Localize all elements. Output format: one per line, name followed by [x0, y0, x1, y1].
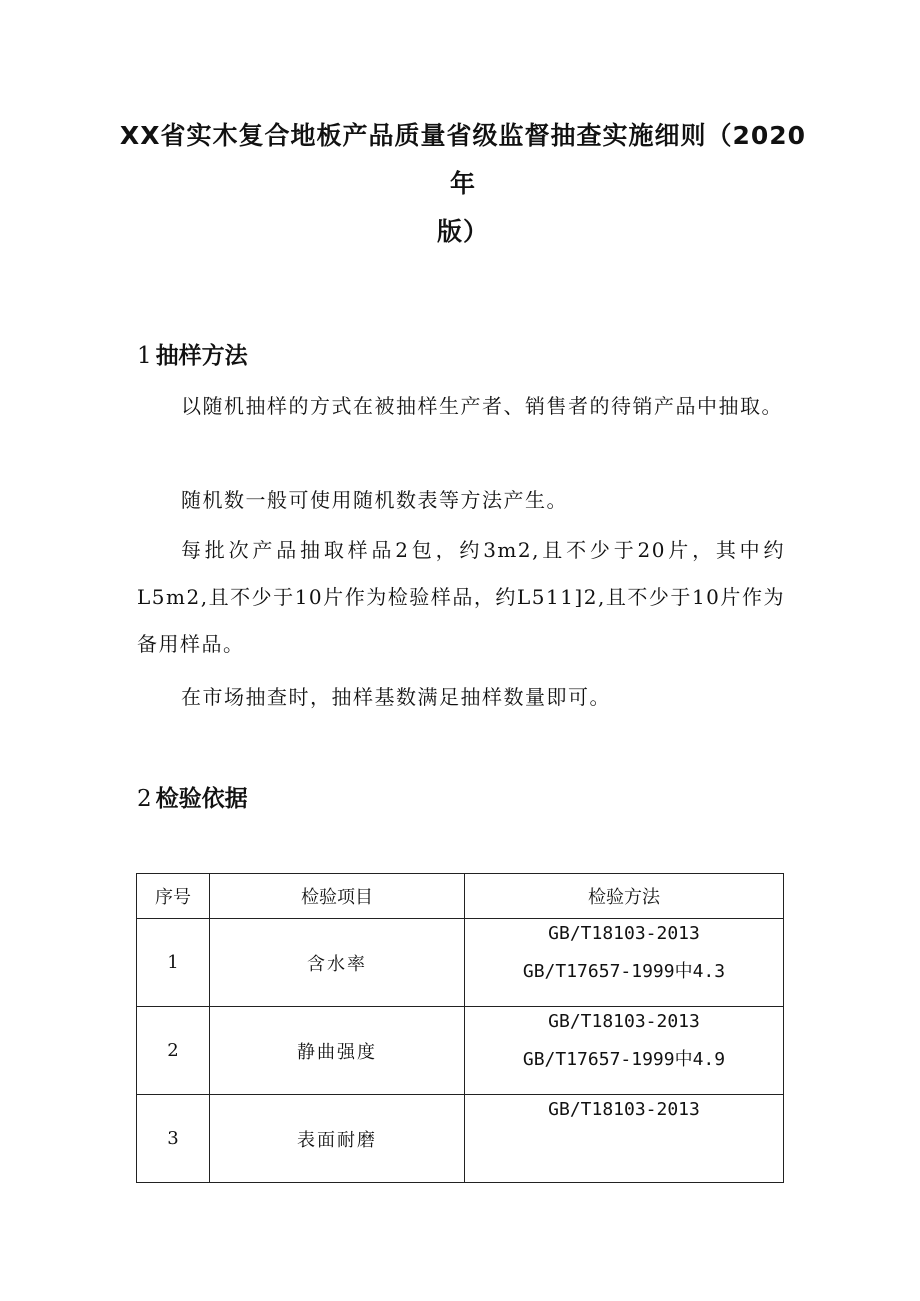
paragraph: 每批次产品抽取样品2包，约3m2,且不少于20片，其中约L5m2,且不少于10片作为检验样品，约L511]2,且不少于10片作为备用样品。 — [137, 538, 785, 656]
method-standard: GB/T17657-1999中4.3 — [522, 961, 726, 982]
table-row — [137, 1007, 784, 1095]
inspection-table — [136, 873, 784, 1183]
page-title — [118, 112, 808, 256]
row-method — [465, 1095, 784, 1183]
paragraph: 随机数一般可使用随机数表等方法产生。 — [181, 488, 568, 512]
header-item: 检验项目 — [210, 874, 465, 919]
section-title: 抽样方法 — [155, 343, 248, 369]
table-row — [137, 1095, 784, 1183]
method-standard: GB/T17657-1999中4.9 — [522, 1049, 726, 1070]
row-no: 2 — [137, 1007, 210, 1095]
method-standard: GB/T18103-2013 — [548, 923, 700, 944]
method-standard: GB/T18103-2013 — [548, 1011, 700, 1032]
header-method: 检验方法 — [465, 874, 784, 919]
title-line-1: XX省实木复合地板产品质量省级监督抽查实施细则（2020年 — [119, 121, 807, 198]
section-2-heading — [137, 784, 248, 814]
method-standard: GB/T18103-2013 — [548, 1099, 700, 1120]
section-number: 1 — [137, 343, 152, 369]
row-item: 表面耐磨 — [210, 1095, 465, 1183]
section-title: 检验依据 — [155, 786, 248, 812]
row-no: 1 — [137, 919, 210, 1007]
row-method — [465, 1007, 784, 1095]
paragraph: 以随机抽样的方式在被抽样生产者、销售者的待销产品中抽取。 — [181, 394, 783, 418]
paragraph: 在市场抽查时，抽样基数满足抽样数量即可。 — [181, 685, 611, 709]
table-header-row — [137, 874, 784, 919]
row-method — [465, 919, 784, 1007]
section-1-heading — [137, 341, 248, 371]
row-item: 含水率 — [210, 919, 465, 1007]
row-item: 静曲强度 — [210, 1007, 465, 1095]
header-no: 序号 — [137, 874, 210, 919]
table-row — [137, 919, 784, 1007]
title-line-2: 版） — [436, 217, 489, 246]
section-number: 2 — [137, 786, 152, 812]
row-no: 3 — [137, 1095, 210, 1183]
